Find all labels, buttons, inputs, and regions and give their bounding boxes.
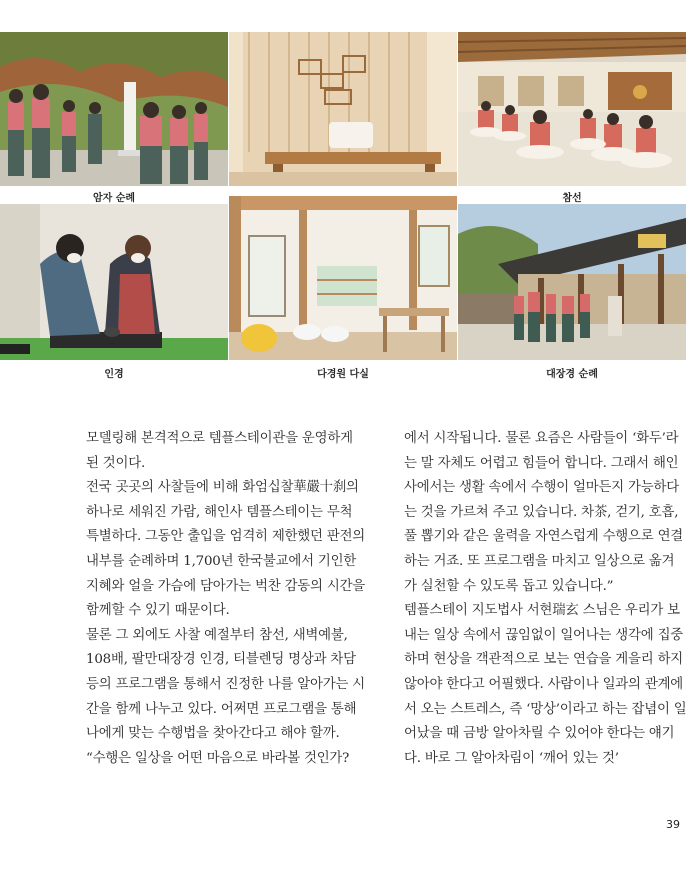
photo-tea-room-shelf bbox=[229, 32, 457, 186]
paragraph: 물론 그 외에도 사찰 예절부터 참선, 새벽예불, 108배, 팔만대장경 인경, 티블렌딩 명상과 차담 등의 프로그램을 통해서 진정한 나를 알아가는 시간을 함께 나누고 있다. 어쩌면 프로그램을 통해 나에게 맞는 수행법을 찾아간다고 해야 할까. bbox=[86, 627, 366, 742]
photo-dagyeongwon-tea-room bbox=[229, 196, 457, 360]
paragraph: 모델링해 본격적으로 템플스테이관을 운영하게 된 것이다. bbox=[86, 431, 353, 471]
paragraph: 전국 곳곳의 사찰들에 비해 화엄십찰華嚴十刹의 하나로 세워진 가람, 해인사 템플스테이는 무척 특별하다. 그동안 출입을 엄격히 제한했던 판전의 내부를 순례하며 1,700년 한국불교에서 기인한 지혜와 얼을 가슴에 담아가는 벅찬 감동의 시간을 함께할 수 있기 때문이다. bbox=[86, 480, 366, 619]
photo-meditation-hall bbox=[458, 32, 686, 186]
caption-pilgrimage: 암자 순례 bbox=[92, 193, 136, 204]
caption-tea-room: 다경원 다실 bbox=[317, 369, 369, 380]
photo-woodblock-printing bbox=[0, 204, 228, 360]
page-number: 39 bbox=[666, 818, 680, 831]
caption-tripitaka: 대장경 순례 bbox=[546, 369, 598, 380]
paragraph: 템플스테이 지도법사 서현瑞玄 스님은 우리가 보내는 일상 속에서 끊임없이 일어나는 생각에 집중하며 현상을 객관적으로 보는 연습을 게을리 하지 않아야 한다고 어필했다. 사람이나 일과의 관계에서 오는 스트레스, 즉 ‘망상’이라고 하는 잡념이 일어났을 때 금방 알아차릴 수 있어야 한다는 얘기다. 바로 그 알아차림이 ‘깨어 있는 것’ bbox=[404, 603, 687, 766]
caption-meditation: 참선 bbox=[562, 193, 582, 204]
photo-tripitaka-pilgrimage bbox=[458, 204, 686, 360]
photo-hermitage-pilgrimage bbox=[0, 32, 228, 186]
paragraph: 에서 시작됩니다. 물론 요즘은 사람들이 ‘화두’라는 말 자체도 어렵고 힘들어 합니다. 그래서 해인사에서는 생활 속에서 수행이 얼마든지 가능하다는 것을 가르쳐 주고 있습니다. 차茶, 걷기, 호흡, 풀 뽑기와 같은 울력을 자연스럽게 수행으로 연결하는 거죠. 또 프로그램을 마치고 일상으로 옮겨가 실천할 수 있도록 돕고 있습니다.” bbox=[404, 431, 684, 594]
article-column-right bbox=[404, 427, 687, 771]
caption-printing: 인경 bbox=[104, 369, 124, 380]
paragraph: “수행은 일상을 어떤 마음으로 바라볼 것인가? bbox=[86, 750, 350, 766]
article-column-left bbox=[86, 427, 369, 771]
